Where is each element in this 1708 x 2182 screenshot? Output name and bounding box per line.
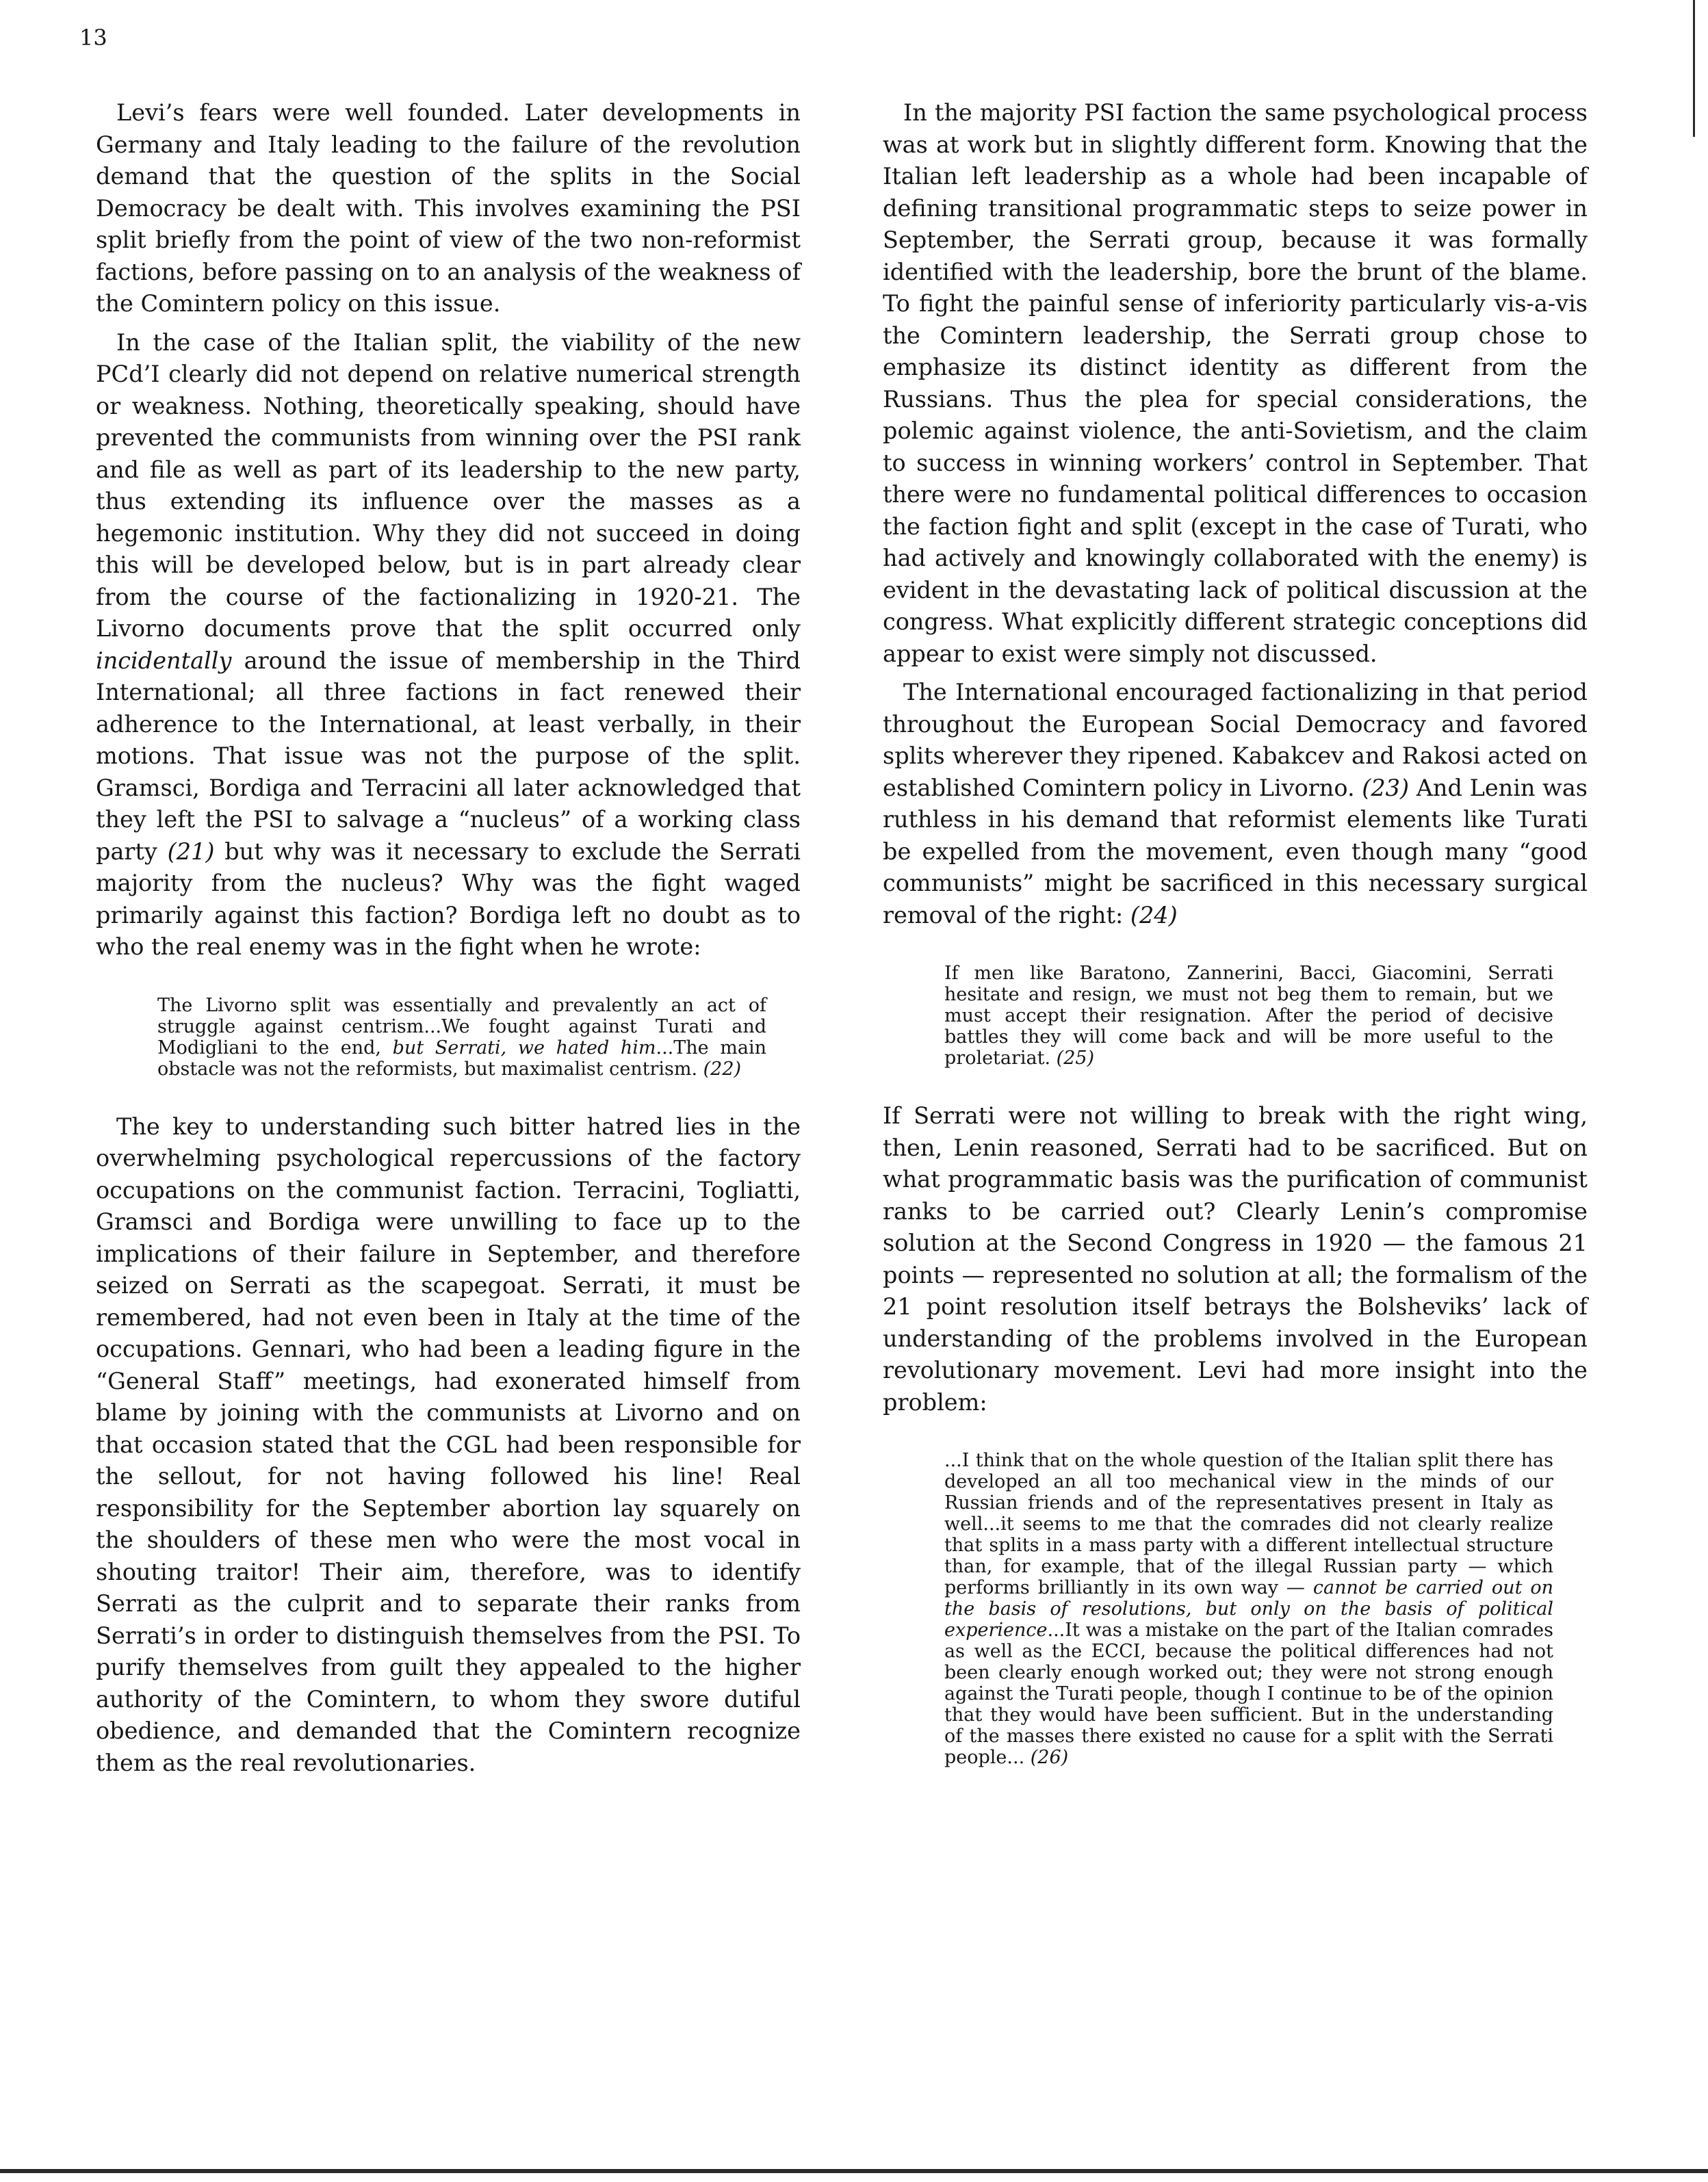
left-column	[96, 97, 801, 1779]
footnote-ref-22: (22)	[703, 1058, 742, 1080]
left-paragraph-2-part-c: but why was it necessary to exclude the Serrati majority from the nucleus? Why was the fight waged primarily against this faction? Bordiga left no doubt as to who the real enemy was in the fight when he wrote:	[96, 837, 801, 960]
footnote-ref-23: (23)	[1362, 774, 1410, 801]
right-paragraph-3: If Serrati were not willing to break with the right wing, then, Lenin reasoned, Serrati had to be sacrificed. But on what programmatic basis was the purification of communist ranks to be carried out? Clearly Lenin’s compromise solution at the Second Congress in 1920 — the famous 21 points — represented no solution at all; the formalism of the 21 point resolution itself betrays the Bolsheviks’ lack of understanding of the problems involved in the European revolutionary movement. Levi had more insight into the problem:	[883, 1102, 1588, 1416]
page-number: 13	[79, 25, 107, 51]
bottom-rule	[0, 2169, 1708, 2173]
left-paragraph-2-part-b: around the issue of membership in the Third International; all three factions in fact renewed their adherence to the International, at least verbally, in their motions. That issue was not the purpose of the split. Gramsci, Bordiga and Terracini all later acknowledged that they left the PSI to salvage a “nucleus” of a working class party	[96, 647, 801, 865]
right-paragraph-2	[883, 677, 1588, 931]
footnote-ref-25: (25)	[1056, 1048, 1095, 1069]
right-paragraph-2-part-a: The International encouraged factionalizing in that period throughout the European Social Democracy and favored splits wherever they ripened. Kabakcev and Rakosi acted on established Comintern policy in Livorno.	[883, 679, 1588, 801]
right-paragraph-2-part-b: And Lenin was ruthless in his demand that reformist elements like Turati be expelled from the movement, even though many “good communists” might be sacrificed in this necessary surgical removal of the right:	[883, 774, 1588, 928]
right-edge-rule	[1693, 0, 1695, 137]
right-column	[883, 97, 1588, 1768]
left-paragraph-2-part-a: In the case of the Italian split, the viability of the new PCd’I clearly did not depend on relative numerical strength or weakness. Nothing, theoretically speaking, should have prevented the communists from winning over the PSI rank and file as well as part of its leadership to the new party, thus extending its influence over the masses as a hegemonic institution. Why they did not succeed in doing this will be developed below, but is in part already clear from the course of the factionalizing in 1920-21. The Livorno documents prove that the split occurred only	[96, 328, 801, 642]
right-quote-2-part-b: ...It was a mistake on the part of the Italian comrades as well as the ECCI, because the political differences had not been clearly enough worked out; they were not strong enough against the Turati people, though I continue to be of the opinion that they would have been sufficient. But in the understanding of the masses there existed no cause for a split with the Serrati people...	[944, 1620, 1553, 1768]
right-quote-2-part-a: ...I think that on the whole question of the Italian split there has developed an all too mechanical view in the minds of our Russian friends and of the representatives present in Italy as well...it seems to me that the comrades did not clearly realize that splits in a mass party with a different intellectual structure than, for example, that of the illegal Russian party — which performs brilliantly in its own way —	[944, 1450, 1553, 1598]
left-paragraph-3: The key to understanding such bitter hatred lies in the overwhelming psychological repercussions of the factory occupations on the communist faction. Terracini, Togliatti, Gramsci and Bordiga were unwilling to face up to the implications of their failure in September, and therefore seized on Serrati as the scapegoat. Serrati, it must be remembered, had not even been in Italy at the time of the occupations. Gennari, who had been a leading figure in the “General Staff” meetings, had exonerated himself from blame by joining with the communists at Livorno and on that occasion stated that the CGL had been responsible for the sellout, for not having followed his line! Real responsibility for the September abortion lay squarely on the shoulders of these men who were the most vocal in shouting traitor! Their aim, therefore, was to identify Serrati as the culprit and to separate their ranks from Serrati’s in order to distinguish themselves from the PSI. To purify themselves from guilt they appealed to the higher authority of the Comintern, to whom they swore dutiful obedience, and demanded that the Comintern recognize them as the real revolutionaries.	[96, 1113, 801, 1776]
left-paragraph-1: Levi’s fears were well founded. Later developments in Germany and Italy leading to the failure of the revolution demand that the question of the splits in the Social Democracy be dealt with. This involves examining the PSI split briefly from the point of view of the two non-reformist factions, before passing on to an analysis of the weakness of the Comintern policy on this issue.	[96, 99, 801, 317]
left-quote-part-a: The Livorno split was essentially and prevalently an act of struggle against centrism...We fought against Turati and Modigliani to the end,	[157, 994, 766, 1058]
right-quote-2-emphasis: cannot be carried out on the basis of resolutions, but only on the basis of political experience	[944, 1577, 1553, 1641]
left-paragraph-2	[96, 327, 801, 963]
footnote-ref-24: (24)	[1130, 901, 1178, 928]
footnote-ref-26: (26)	[1030, 1747, 1069, 1768]
footnote-ref-21: (21)	[167, 837, 215, 865]
right-quote-1-text: If men like Baratono, Zannerini, Bacci, Giacomini, Serrati hesitate and resign, we must not beg them to remain, but we must accept their resignation. After the period of decisive battles they will come back and will be more useful to the proletariat.	[944, 963, 1553, 1069]
left-quote-part-b: ...The main obstacle was not the reformists, but maximalist centrism.	[157, 1037, 767, 1080]
left-quote-emphasis: but Serrati, we hated him	[392, 1037, 656, 1058]
right-blockquote-lenin	[883, 963, 1588, 1069]
right-paragraph-1: In the majority PSI faction the same psychological process was at work but in slightly different form. Knowing that the Italian left leadership as a whole had been incapable of defining transitional programmatic steps to seize power in September, the Serrati group, because it was formally identified with the leadership, bore the brunt of the blame. To fight the painful sense of inferiority particularly vis-a-vis the Comintern leadership, the Serrati group chose to emphasize its distinct identity as different from the Russians. Thus the plea for special considerations, the polemic against violence, the anti-Sovietism, and the claim to success in winning workers’ control in September. That there were no fundamental political differences to occasion the faction fight and split (except in the case of Turati, who had actively and knowingly collaborated with the enemy) is evident in the devastating lack of political discussion at the congress. What explicitly different strategic conceptions did appear to exist were simply not discussed.	[883, 99, 1588, 667]
right-blockquote-levi	[883, 1450, 1588, 1768]
left-paragraph-2-emphasis: incidentally	[96, 647, 232, 674]
left-blockquote-bordiga	[96, 995, 801, 1080]
